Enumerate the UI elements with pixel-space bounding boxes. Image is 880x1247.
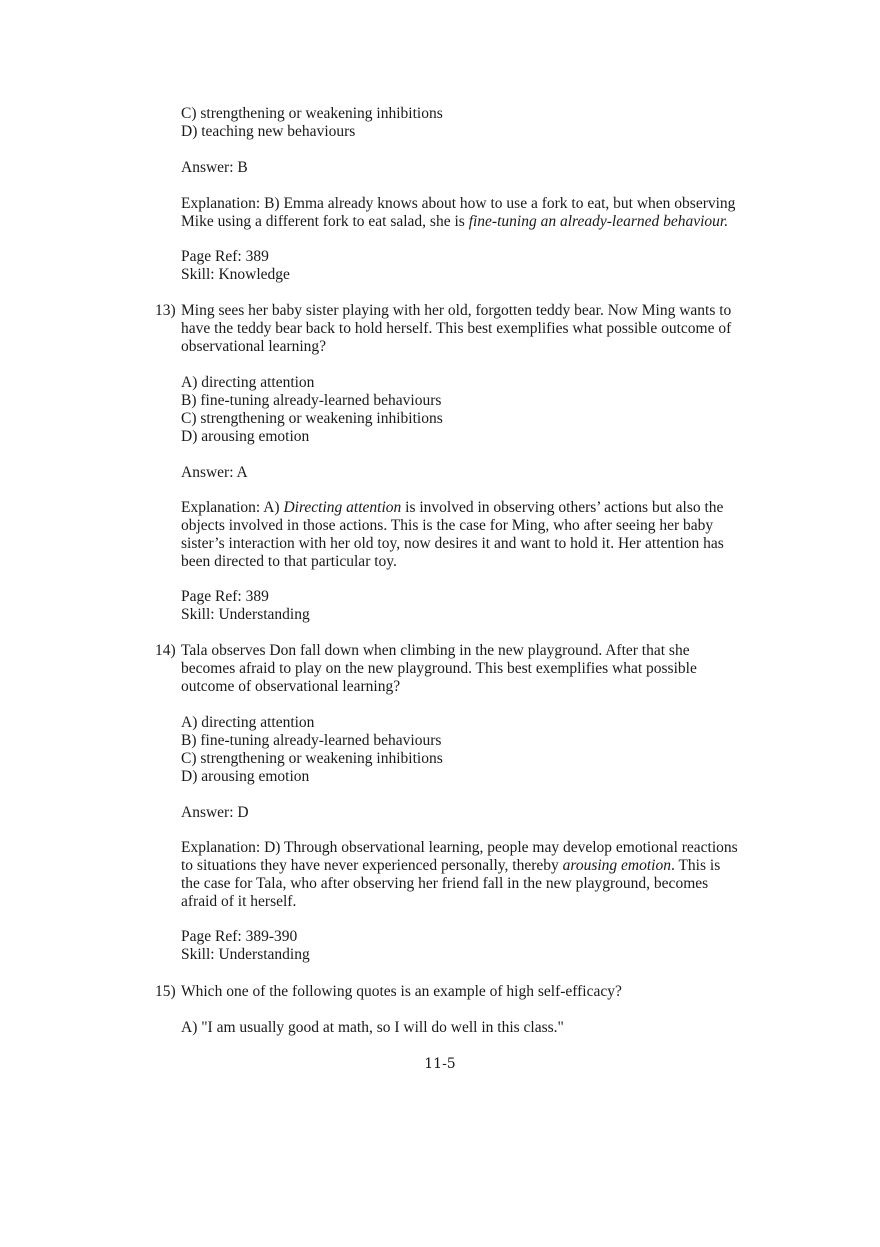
q14-answer: Answer: D [181, 804, 249, 821]
q14-explanation-line1: Explanation: D) Through observational learning, people may develop emotional reactions [181, 839, 738, 856]
q13-explanation-line4: been directed to that particular toy. [181, 553, 397, 570]
q13-stem-line2: have the teddy bear back to hold herself. This best exemplifies what possible outcome of [181, 320, 732, 337]
prev-explanation-line2 [181, 213, 728, 231]
q14-explanation-line4: afraid of it herself. [181, 893, 297, 910]
q14-explanation-emphasis: arousing emotion [562, 857, 671, 874]
q13-option-b: B) fine-tuning already-learned behaviours [181, 392, 442, 409]
q13-explanation-prefix: Explanation: A) [181, 499, 284, 516]
q13-explanation-line2: objects involved in those actions. This is the case for Ming, who after seeing her baby [181, 517, 714, 534]
q13-explanation-line1 [181, 499, 723, 517]
q13-option-c: C) strengthening or weakening inhibitions [181, 410, 443, 427]
q13-skill: Skill: Understanding [181, 606, 310, 623]
q13-number: 13) [155, 302, 176, 319]
q13-page-ref: Page Ref: 389 [181, 588, 269, 605]
q14-option-c: C) strengthening or weakening inhibitions [181, 750, 443, 767]
q15-stem: Which one of the following quotes is an example of high self-efficacy? [181, 983, 622, 1000]
q14-explanation-line2 [181, 857, 720, 875]
q13-answer: Answer: A [181, 464, 248, 481]
page-number: 11-5 [424, 1056, 456, 1072]
q14-stem-line3: outcome of observational learning? [181, 678, 401, 695]
prev-page-ref: Page Ref: 389 [181, 248, 269, 265]
q14-option-d: D) arousing emotion [181, 768, 310, 785]
q15-number: 15) [155, 983, 176, 1000]
q14-page-ref: Page Ref: 389-390 [181, 928, 298, 945]
q13-explanation-suffix: is involved in observing others’ actions but also the [401, 499, 724, 516]
q13-stem-line1: Ming sees her baby sister playing with her old, forgotten teddy bear. Now Ming wants to [181, 302, 732, 319]
q13-option-d: D) arousing emotion [181, 428, 310, 445]
prev-skill: Skill: Knowledge [181, 266, 290, 283]
q14-skill: Skill: Understanding [181, 946, 310, 963]
q15-option-a: A) "I am usually good at math, so I will do well in this class." [181, 1019, 564, 1036]
q13-stem-line3: observational learning? [181, 338, 327, 355]
prev-option-d: D) teaching new behaviours [181, 123, 356, 140]
q14-stem-line1: Tala observes Don fall down when climbing in the new playground. After that she [181, 642, 690, 659]
prev-explanation-text: Mike using a different fork to eat salad, she is [181, 213, 469, 230]
q13-explanation-emphasis: Directing attention [283, 499, 402, 516]
q13-option-a: A) directing attention [181, 374, 315, 391]
prev-explanation-emphasis: fine-tuning an already-learned behaviour. [468, 213, 729, 230]
q14-explanation-prefix: to situations they have never experienced personally, thereby [181, 857, 563, 874]
q14-number: 14) [155, 642, 176, 659]
q14-explanation-line3: the case for Tala, who after observing her friend fall in the new playground, becomes [181, 875, 709, 892]
q14-option-a: A) directing attention [181, 714, 315, 731]
q13-explanation-line3: sister’s interaction with her old toy, now desires it and want to hold it. Her attention has [181, 535, 724, 552]
prev-explanation-line1: Explanation: B) Emma already knows about how to use a fork to eat, but when observing [181, 195, 736, 212]
q14-option-b: B) fine-tuning already-learned behaviours [181, 732, 442, 749]
q14-stem-line2: becomes afraid to play on the new playground. This best exemplifies what possible [181, 660, 697, 677]
prev-option-c: C) strengthening or weakening inhibitions [181, 105, 443, 122]
q14-explanation-suffix: . This is [670, 857, 721, 874]
prev-answer: Answer: B [181, 159, 248, 176]
